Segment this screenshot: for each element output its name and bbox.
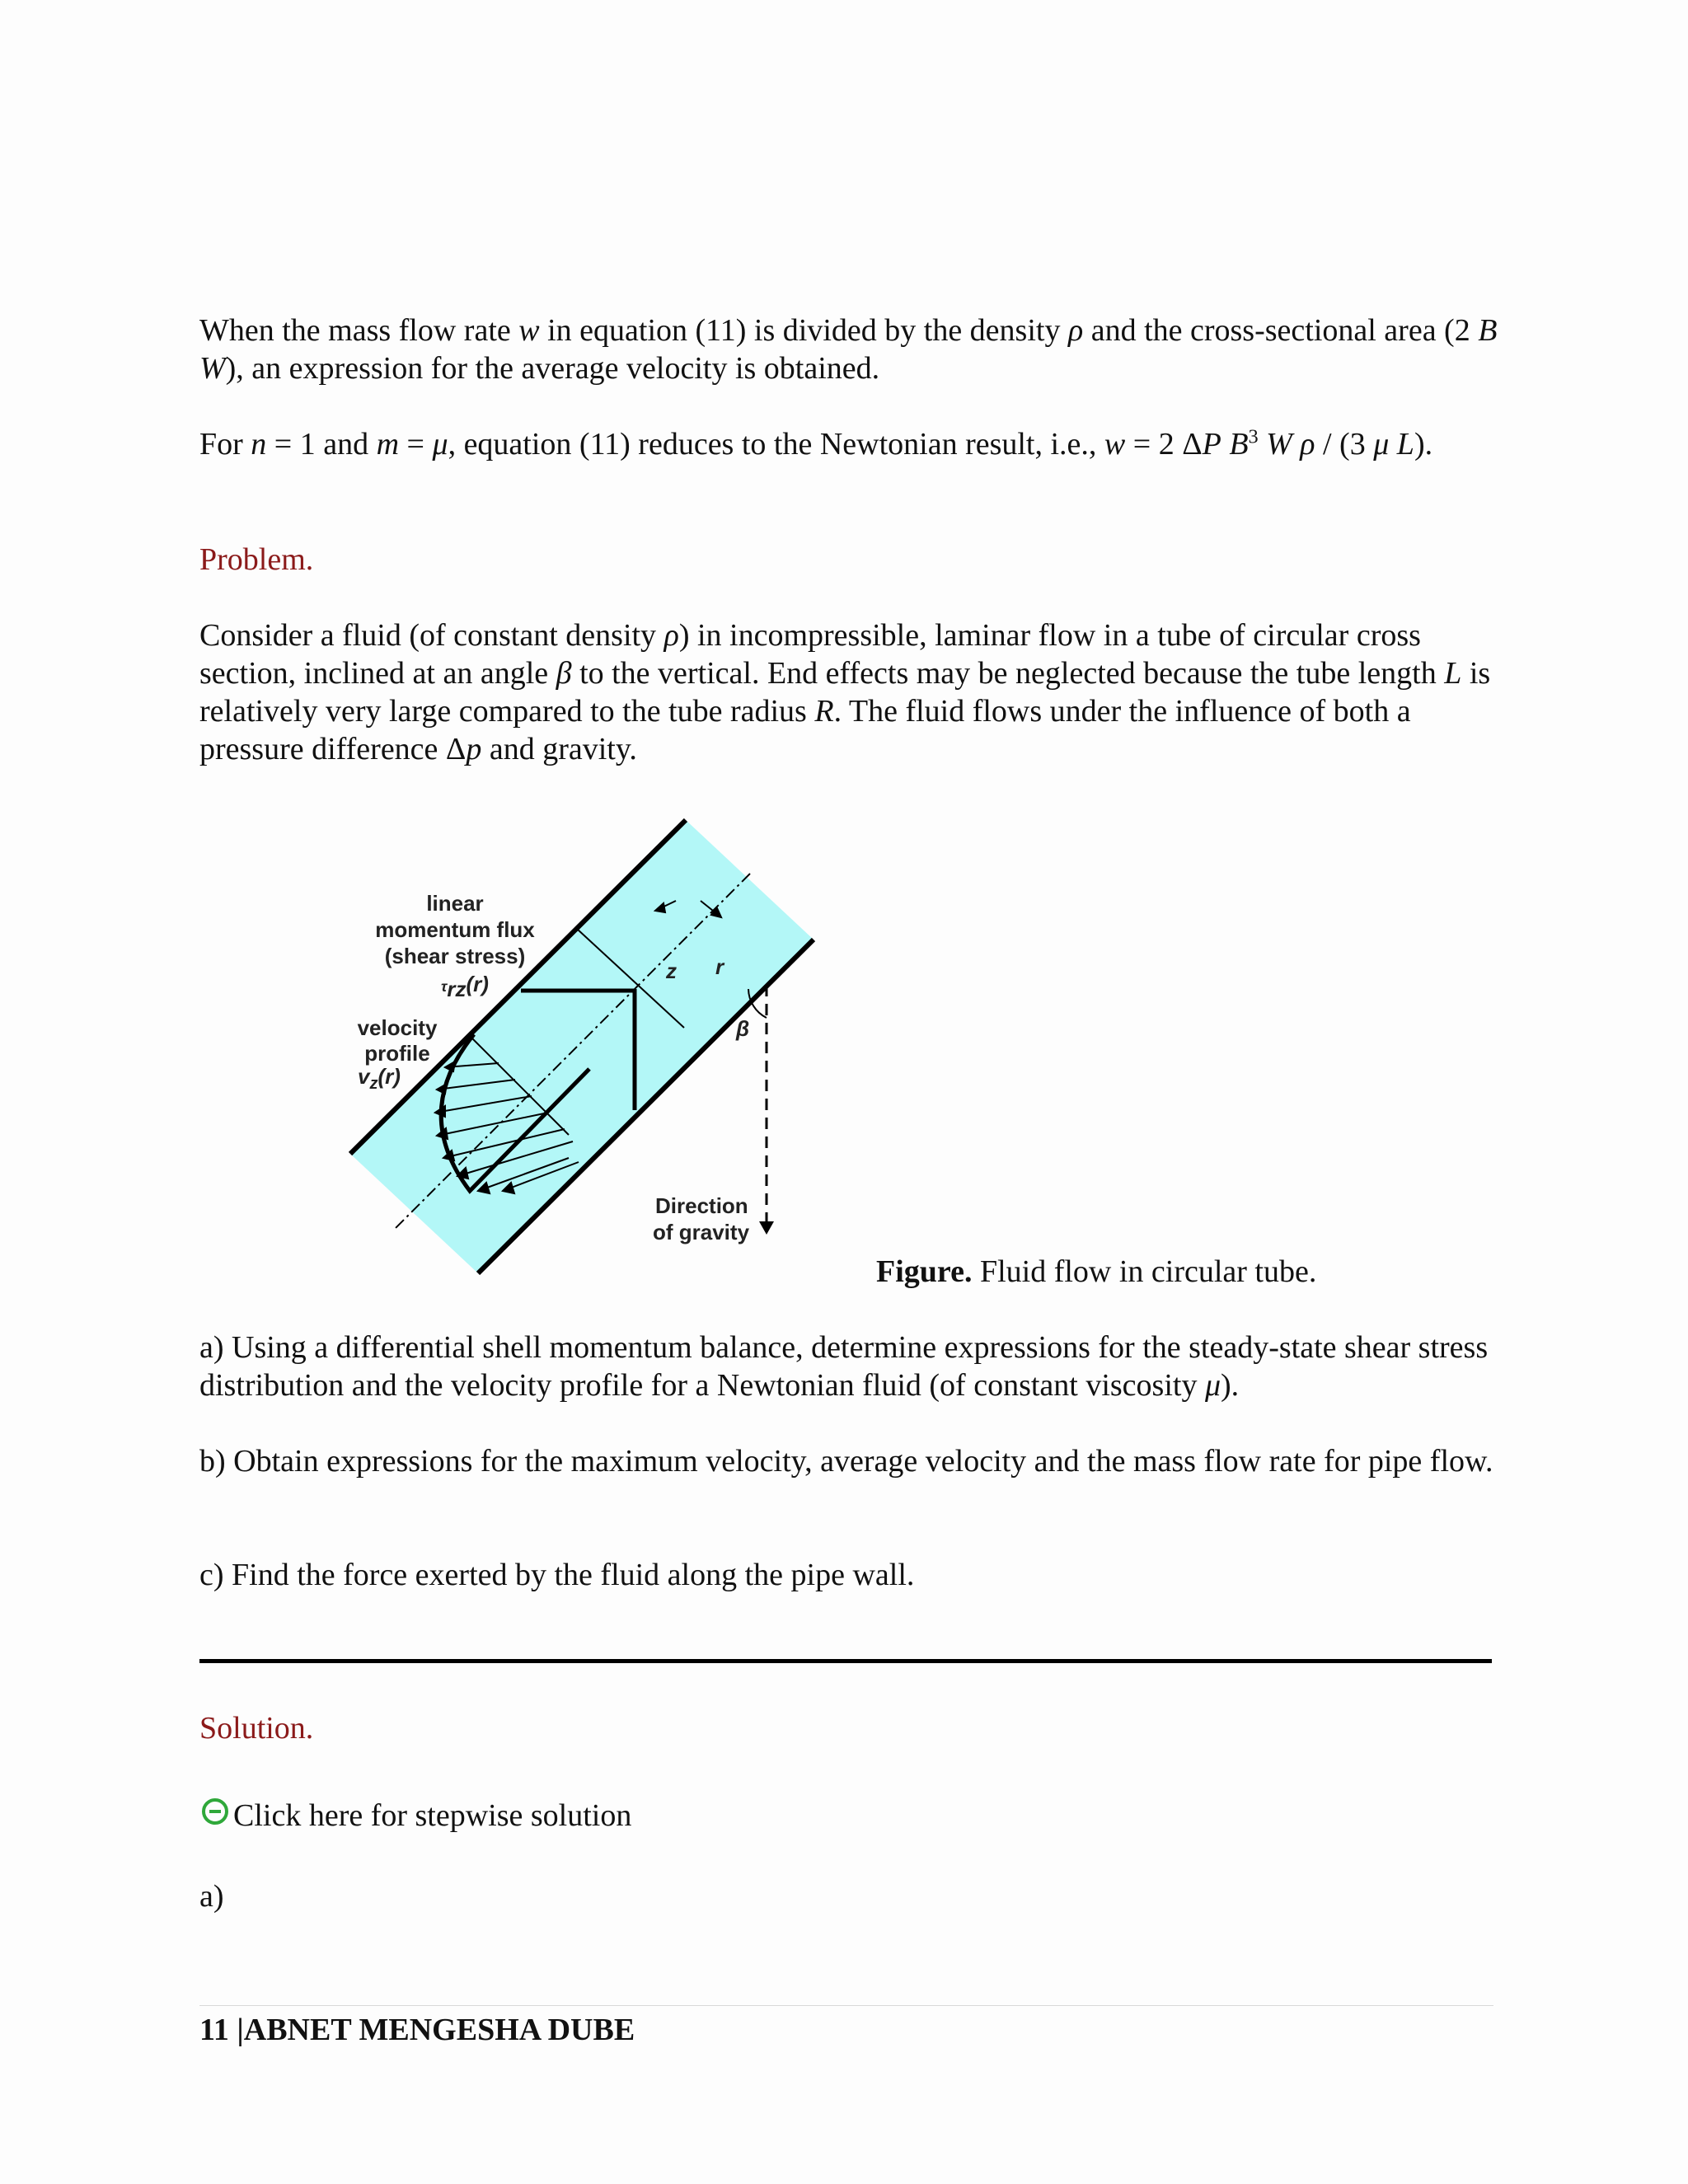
tau-label: τrz(r) <box>441 972 489 1001</box>
vz-label: $v_z(r)$ <box>358 1064 401 1093</box>
gravity-arrow-icon <box>759 1221 774 1235</box>
angle-beta-label: β <box>736 1016 750 1041</box>
figure-caption: Figure. Fluid flow in circular tube. <box>876 1254 1317 1289</box>
velocity-label-2: profile <box>364 1041 430 1066</box>
section-divider <box>199 1659 1492 1663</box>
intro-paragraph-1: When the mass flow rate w in equation (11) is divided by the density ρ and the cross-sectional area (2 B W), an expression for the average velocity is obtained. <box>199 313 1498 386</box>
gravity-label-2: of gravity <box>653 1220 750 1244</box>
problem-statement: Consider a fluid (of constant density ρ) in incompressible, laminar flow in a tube of circular cross section, inclined at an angle β to the vertical. End effects may be neglected because the tube length L is relatively very large compared to the tube radius R. The fluid flows under the influence of both a pressure difference Δp and gravity. <box>199 618 1491 766</box>
flux-label-3: (shear stress) <box>384 944 526 968</box>
flux-label-1: linear <box>426 891 484 916</box>
page-footer: 11 |ABNET MENGESHA DUBE <box>199 2013 635 2047</box>
question-a: a) Using a differential shell momentum balance, determine expressions for the steady-state shear stress distribution and the velocity profile for a Newtonian fluid (of constant viscosity μ). <box>199 1330 1489 1403</box>
footer-divider <box>199 2005 1493 2006</box>
collapse-minus-icon[interactable] <box>202 1798 228 1825</box>
flux-label-2: momentum flux <box>375 917 535 942</box>
axis-z-label: z <box>666 958 677 983</box>
solution-part-a: a) <box>199 1879 224 1914</box>
velocity-label-1: velocity <box>357 1015 438 1040</box>
inclined-tube-figure <box>338 812 832 1286</box>
gravity-label-1: Direction <box>655 1193 748 1218</box>
problem-heading: Problem. <box>199 542 314 577</box>
question-b: b) Obtain expressions for the maximum velocity, average velocity and the mass flow rate for pipe flow. <box>199 1444 1493 1479</box>
solution-heading: Solution. <box>199 1711 314 1746</box>
stepwise-solution-link[interactable]: Click here for stepwise solution <box>233 1798 632 1833</box>
axis-r-label: r <box>715 954 724 979</box>
question-c: c) Find the force exerted by the fluid along the pipe wall. <box>199 1558 915 1592</box>
intro-paragraph-2: For n = 1 and m = μ, equation (11) reduces to the Newtonian result, i.e., w = 2 ΔP $B^3$ W ρ / (3 μ L). <box>199 426 1433 462</box>
stepwise-solution-toggle[interactable] <box>202 1797 631 1835</box>
